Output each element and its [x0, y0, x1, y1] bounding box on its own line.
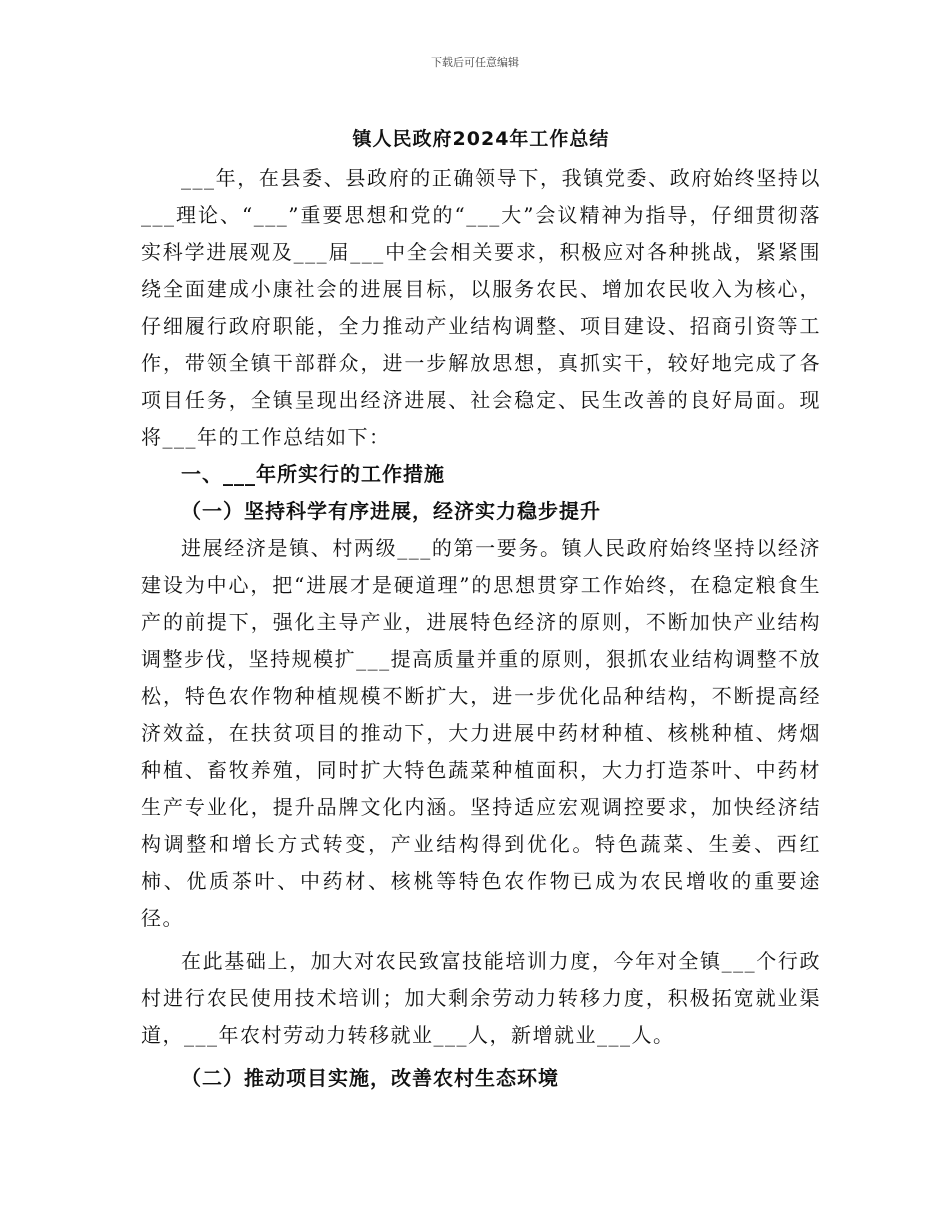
- intro-paragraph: ___年，在县委、县政府的正确领导下，我镇党委、政府始终坚持以___理论、“___”重要思想和党的“___大”会议精神为指导，仔细贯彻落实科学进展观及___届___中全会相关要求，积极应对各种挑战，紧紧围绕全面建成小康社会的进展目标，以服务农民、增加农民收入为核心，仔细履行政府职能，全力推动产业结构调整、项目建设、招商引资等工作，带领全镇干部群众，进一步解放思想，真抓实干，较好地完成了各项目任务，全镇呈现出经济进展、社会稳定、民生改善的良好局面。现将___年的工作总结如下：: [141, 166, 821, 449]
- economy-paragraph: 进展经济是镇、村两级___的第一要务。镇人民政府始终坚持以经济建设为中心，把“进展才是硬道理”的思想贯穿工作始终，在稳定粮食生产的前提下，强化主导产业，进展特色经济的原则，不断加快产业结构调整步伐，坚持规模扩___提高质量并重的原则，狠抓农业结构调整不放松，特色农作物种植规模不断扩大，进一步优化品种结构，不断提高经济效益，在扶贫项目的推动下，大力进展中药材种植、核桃种植、烤烟种植、畜牧养殖，同时扩大特色蔬菜种植面积，大力打造茶叶、中药材生产专业化，提升品牌文化内涵。坚持适应宏观调控要求，加快经济结构调整和增长方式转变，产业结构得到优化。特色蔬菜、生姜、西红柿、优质茶叶、中药材、核桃等特色农作物已成为农民增收的重要途径。: [141, 536, 821, 930]
- document-body: [141, 122, 821, 1097]
- section-heading-1: 一、___年所实行的工作措施: [181, 462, 445, 486]
- training-paragraph: 在此基础上，加大对农民致富技能培训力度，今年对全镇___个行政村进行农民使用技术培训；加大剩余劳动力转移力度，积极拓宽就业渠道，___年农村劳动力转移就业___人，新增就业___人。: [141, 949, 821, 1047]
- subsection-heading-1: （一）坚持科学有序进展，经济实力稳步提升: [181, 499, 601, 523]
- subsection-heading-2: （二）推动项目实施，改善农村生态环境: [181, 1066, 559, 1090]
- document-title: 镇人民政府2024年工作总结: [352, 128, 610, 150]
- download-note: 下载后可任意编辑: [431, 56, 519, 69]
